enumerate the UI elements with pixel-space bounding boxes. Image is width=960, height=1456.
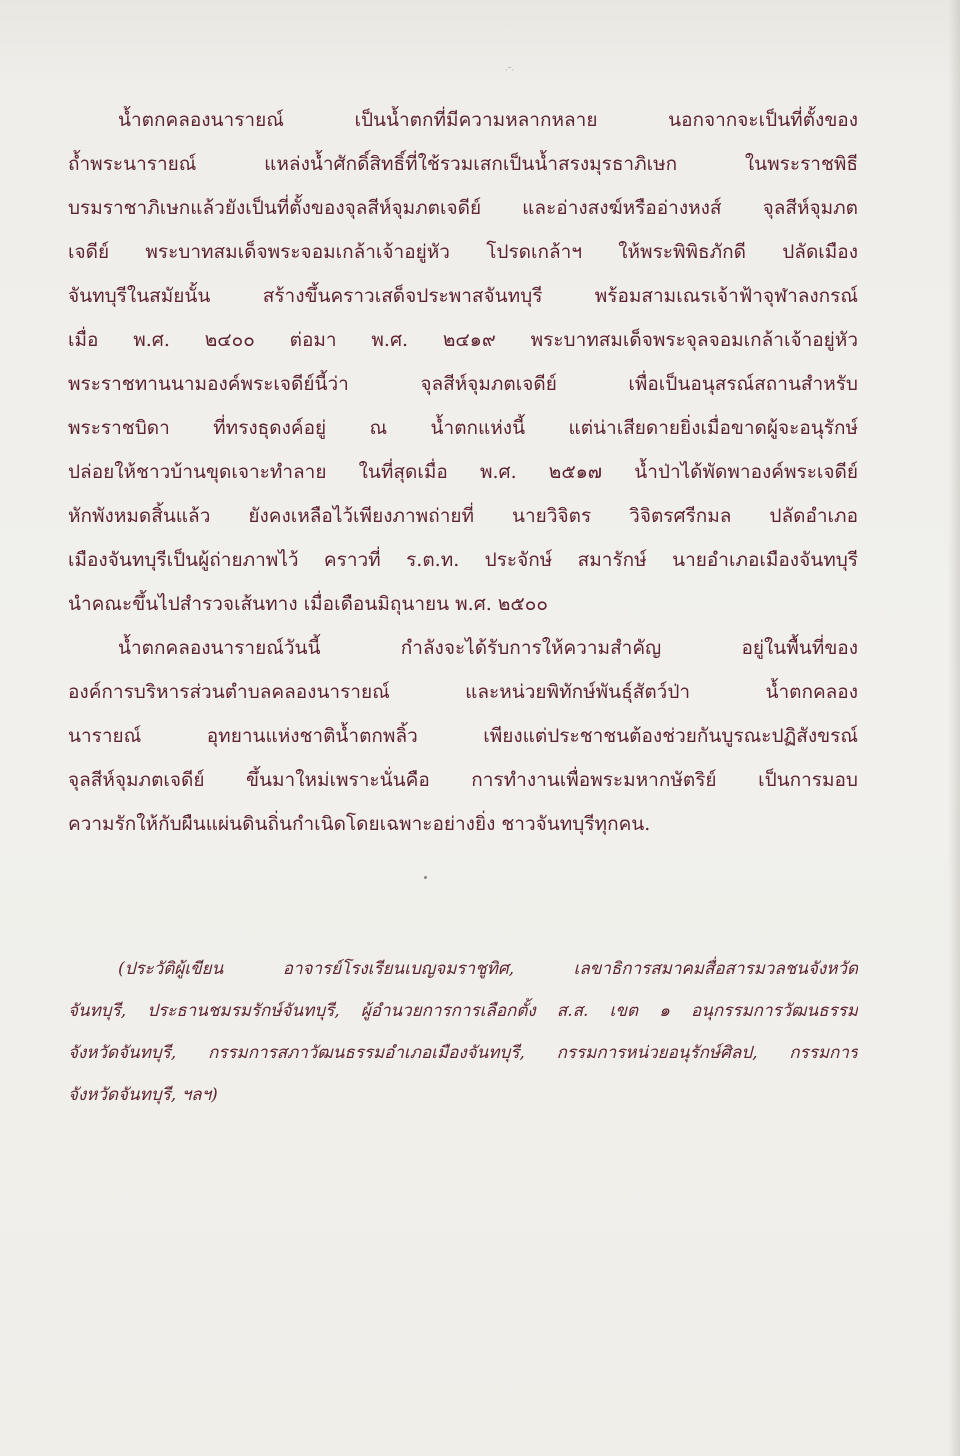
text-line: น้ำตกคลองนารายณ์วันนี้ กำลังจะได้รับการให้ความสำคัญ อยู่ในพื้นที่ของ [118, 637, 858, 659]
text-line: นำคณะขึ้นไปสำรวจเส้นทาง เมื่อเดือนมิถุนายน พ.ศ. ๒๕๐๐ [68, 593, 548, 615]
page-edge-shadow [948, 0, 960, 1456]
text-line: พระราชทานนามองค์พระเจดีย์นี้ว่า จุลสีห์จุมภตเจดีย์ เพื่อเป็นอนุสรณ์สถานสำหรับ [68, 373, 858, 395]
text-line: นารายณ์ อุทยานแห่งชาติน้ำตกพลิ้ว เพียงแต่ประชาชนต้องช่วยกันบูรณะปฏิสังขรณ์ [68, 725, 858, 747]
paragraph-2 [68, 626, 858, 846]
text-line: จันทบุรีในสมัยนั้น สร้างขึ้นคราวเสด็จประพาสจันทบุรี พร้อมสามเณรเจ้าฟ้าจุฬาลงกรณ์ [68, 285, 858, 307]
paper-speck-dot [424, 876, 427, 879]
text-line: เมื่อ พ.ศ. ๒๔๐๐ ต่อมา พ.ศ. ๒๔๑๙ พระบาทสมเด็จพระจุลจอมเกล้าเจ้าอยู่หัว [68, 329, 858, 351]
article-body [68, 98, 858, 846]
paragraph-1 [68, 98, 858, 626]
author-bio [68, 948, 858, 1116]
text-line: เมืองจันทบุรีเป็นผู้ถ่ายภาพไว้ คราวที่ ร.ต.ท. ประจักษ์ สมารักษ์ นายอำเภอเมืองจันทบุรี [68, 549, 858, 571]
text-line: องค์การบริหารส่วนตำบลคลองนารายณ์ และหน่วยพิทักษ์พันธุ์สัตว์ป่า น้ำตกคลอง [68, 681, 858, 703]
text-line: ถ้ำพระนารายณ์ แหล่งน้ำศักดิ์สิทธิ์ที่ใช้รวมเสกเป็นน้ำสรงมุรธาภิเษก ในพระราชพิธี [68, 153, 858, 175]
text-line: น้ำตกคลองนารายณ์ เป็นน้ำตกที่มีความหลากหลาย นอกจากจะเป็นที่ตั้งของ [118, 109, 858, 131]
bio-line: จันทบุรี, ประธานชมรมรักษ์จันทบุรี, ผู้อำนวยการการเลือกตั้ง ส.ส. เขต ๑ อนุกรรมการวัฒนธรรม [68, 1001, 858, 1021]
text-line: ปล่อยให้ชาวบ้านขุดเจาะทำลาย ในที่สุดเมื่อ พ.ศ. ๒๕๑๗ น้ำป่าได้พัดพาองค์พระเจดีย์ [68, 461, 858, 483]
bio-line: จังหวัดจันทบุรี, กรรมการสภาวัฒนธรรมอำเภอเมืองจันทบุรี, กรรมการหน่วยอนุรักษ์ศิลป, กรรมการ [68, 1043, 858, 1063]
text-line: พระราชบิดา ที่ทรงธุดงค์อยู่ ณ น้ำตกแห่งนี้ แต่น่าเสียดายยิ่งเมื่อขาดผู้จะอนุรักษ์ [68, 417, 858, 439]
text-line: จุลสีห์จุมภตเจดีย์ ขึ้นมาใหม่เพราะนั่นคือ การทำงานเพื่อพระมหากษัตริย์ เป็นการมอบ [68, 769, 858, 791]
text-line: บรมราชาภิเษกแล้วยังเป็นที่ตั้งของจุลสีห์จุมภตเจดีย์ และอ่างสงฆ์หรืออ่างหงส์ จุลสีห์จุมภต [68, 197, 858, 219]
paper-speck: ·˜· [505, 66, 515, 75]
text-line: เจดีย์ พระบาทสมเด็จพระจอมเกล้าเจ้าอยู่หัว โปรดเกล้าฯ ให้พระพิพิธภักดี ปลัดเมือง [68, 241, 858, 263]
text-line: หักพังหมดสิ้นแล้ว ยังคงเหลือไว้เพียงภาพถ่ายที่ นายวิจิตร วิจิตรศรีกมล ปลัดอำเภอ [68, 505, 858, 527]
text-line: ความรักให้กับผืนแผ่นดินถิ่นกำเนิดโดยเฉพาะอย่างยิ่ง ชาวจันทบุรีทุกคน. [68, 813, 651, 835]
bio-line: จังหวัดจันทบุรี, ฯลฯ) [68, 1085, 218, 1105]
bio-line: (ประวัติผู้เขียน อาจารย์โรงเรียนเบญจมราชูทิศ, เลขาธิการสมาคมสื่อสารมวลชนจังหวัด [118, 959, 858, 979]
